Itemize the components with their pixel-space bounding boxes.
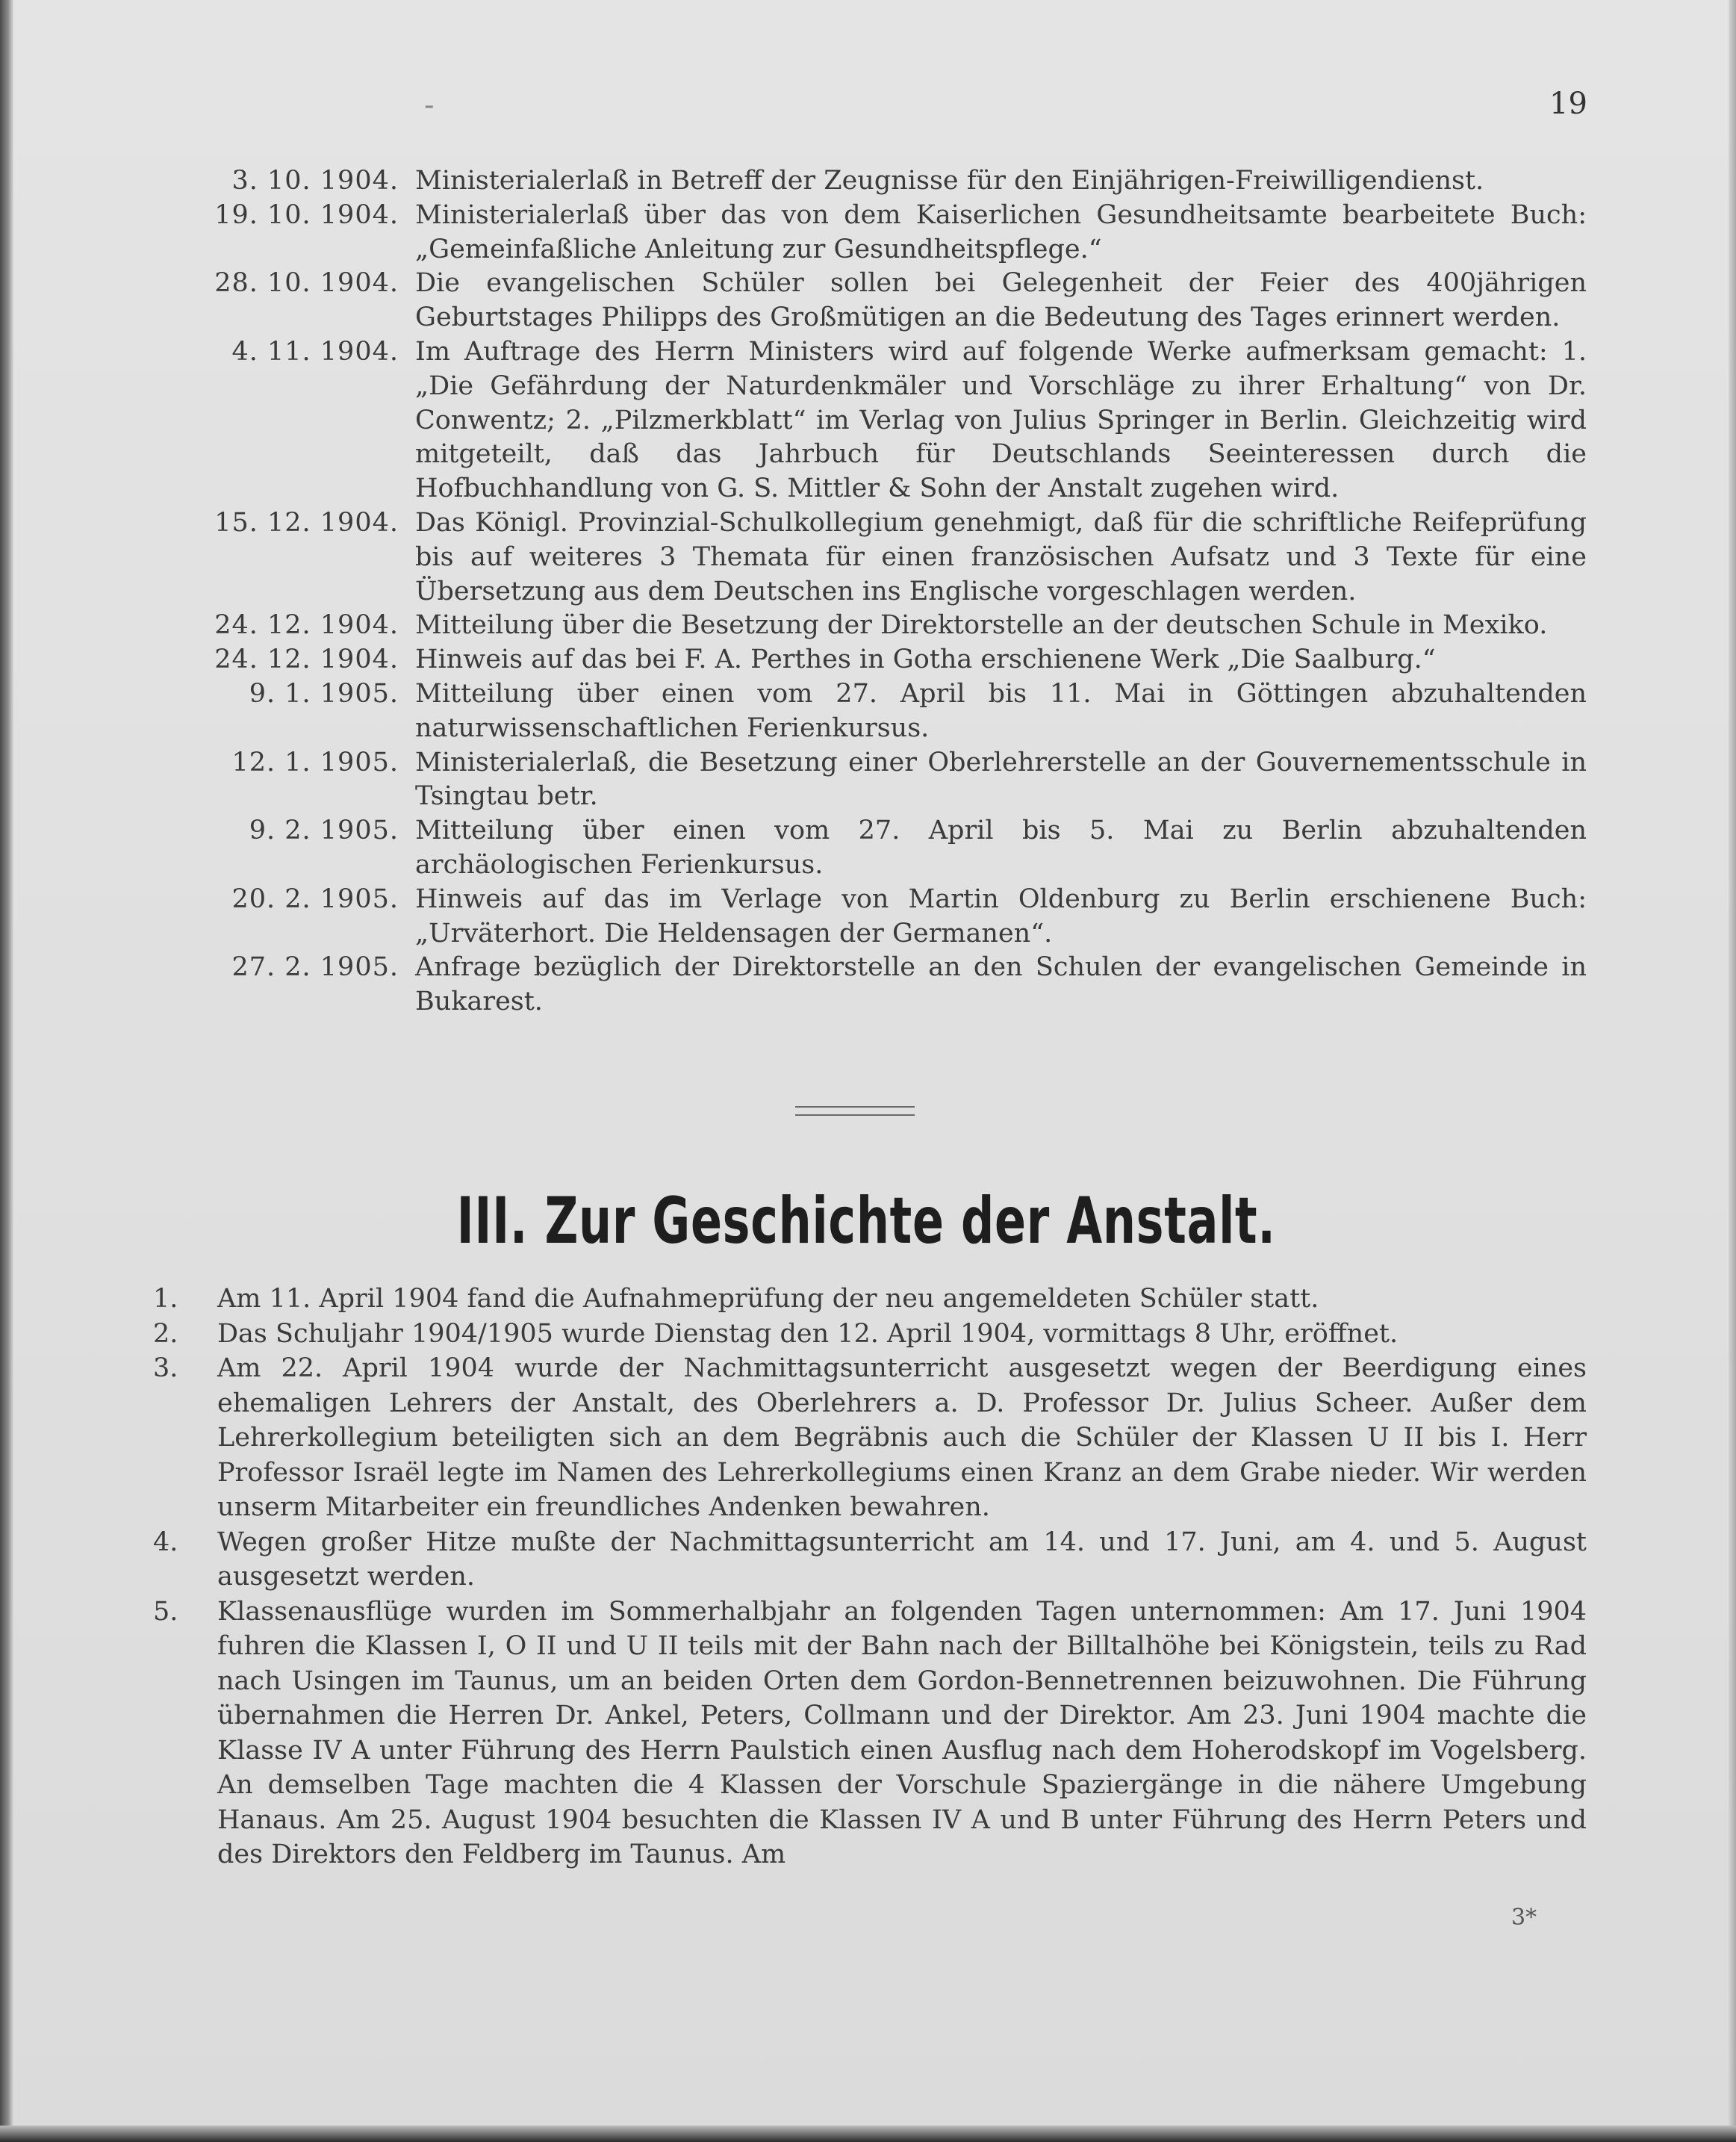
decree-text: Mitteilung über die Besetzung der Direktorstelle an der deutschen Schule in Mexiko. — [415, 610, 1548, 641]
decree-entry — [179, 199, 1587, 267]
scan-right-edge — [1729, 0, 1736, 2142]
decree-text: Ministerialerlaß in Betreff der Zeugnisse für den Einjährigen-Freiwilligendienst. — [415, 166, 1484, 196]
decree-date: 19. 10. 1904. — [214, 199, 399, 230]
scan-bottom-edge — [0, 2126, 1736, 2142]
decree-date: 3. 10. 1904. — [231, 166, 399, 196]
history-item — [153, 1525, 1587, 1595]
decree-text: Anfrage bezüglich der Direktorstelle an den Schulen der evangelischen Gemeinde in Bukarest. — [415, 952, 1587, 1017]
history-item — [153, 1282, 1587, 1317]
decree-text: Hinweis auf das im Verlage von Martin Oldenburg zu Berlin erschienene Buch: „Urväterhort. Die Heldensagen der Germanen“. — [415, 884, 1587, 949]
decree-date: 12. 1. 1905. — [231, 747, 399, 777]
decree-text: Das Königl. Provinzial-Schulkollegium genehmigt, daß für die schriftliche Reifeprüfung bis auf weiteres 3 Themata für einen französischen Aufsatz und 3 Texte für eine Übersetzung aus dem Deutschen ins Englische vorgeschlagen werden. — [415, 507, 1587, 606]
decree-entry — [179, 677, 1587, 746]
decree-entry — [179, 335, 1587, 506]
decree-date: 9. 1. 1905. — [249, 678, 399, 709]
decree-text: Im Auftrage des Herrn Ministers wird auf folgende Werke aufmerksam gemacht: 1. „Die Gefährdung der Naturdenkmäler und Vorschläge zu ihrer Erhaltung“ von Dr. Conwentz; 2. „Pilzmerkblatt“ im Verlag von Julius Springer in Berlin. Gleichzeitig wird mitgeteilt, daß das Jahrbuch für Deutschlands Seeinteressen durch die Hofbuchhandlung von G. S. Mittler & Sohn der Anstalt zugehen wird. — [415, 336, 1587, 504]
history-item-text: Das Schuljahr 1904/1905 wurde Dienstag den 12. April 1904, vormittags 8 Uhr, eröffnet. — [217, 1318, 1399, 1349]
decree-date: 4. 11. 1904. — [231, 336, 399, 367]
decree-date: 20. 2. 1905. — [231, 884, 399, 914]
section-divider — [795, 1106, 915, 1116]
decree-text: Ministerialerlaß, die Besetzung einer Oberlehrerstelle an der Gouvernementsschule in Tsingtau betr. — [415, 747, 1587, 812]
history-item-text: Am 22. April 1904 wurde der Nachmittagsunterricht ausgesetzt wegen der Beerdigung eines ehemaligen Lehrers der Anstalt, des Oberlehrers a. D. Professor Dr. Julius Scheer. Außer dem Lehrerkollegium beteiligten sich an dem Begräbnis auch die Schüler der Klassen U II bis I. Herr Professor Israël legte im Namen des Lehrerkollegiums einen Kranz an dem Grabe nieder. Wir werden unserm Mitarbeiter ein freundliches Andenken bewahren. — [217, 1353, 1587, 1522]
signature-mark: 3* — [1511, 1904, 1537, 1931]
section-title: III. Zur Geschichte der Anstalt. — [456, 1184, 1276, 1258]
decree-text: Mitteilung über einen vom 27. April bis 11. Mai in Göttingen abzuhaltenden naturwissenschaftlichen Ferienkursus. — [415, 678, 1587, 743]
history-item — [153, 1351, 1587, 1525]
decree-entry — [179, 506, 1587, 609]
decree-date: 27. 2. 1905. — [231, 952, 399, 983]
history-item-number: 4. — [153, 1527, 178, 1557]
decree-entry — [179, 609, 1587, 643]
decree-text: Ministerialerlaß über das von dem Kaiserlichen Gesundheitsamte bearbeitete Buch: „Gemeinfaßliche Anleitung zur Gesundheitspflege.“ — [415, 199, 1587, 264]
decree-entry — [179, 951, 1587, 1019]
history-item — [153, 1595, 1587, 1872]
decree-text: Die evangelischen Schüler sollen bei Gelegenheit der Feier des 400jährigen Geburtstages Philipps des Großmütigen an die Bedeutung des Tages erinnert werden. — [415, 268, 1587, 333]
decree-text: Mitteilung über einen vom 27. April bis 5. Mai zu Berlin abzuhaltenden archäologischen Ferienkursus. — [415, 816, 1587, 880]
decree-entry — [179, 883, 1587, 952]
decree-entry — [179, 267, 1587, 335]
history-item-text: Klassenausflüge wurden im Sommerhalbjahr an folgenden Tagen unternommen: Am 17. Juni 1904 fuhren die Klassen I, O II und U II teils mit der Bahn nach der Billtalhöhe bei Königstein, teils zu Rad nach Usingen im Taunus, um an beiden Orten dem Gordon-Bennetrennen beizuwohnen. Die Führung übernahmen die Herren Dr. Ankel, Peters, Collmann und der Direktor. Am 23. Juni 1904 machte die Klasse IV A unter Führung des Herrn Paulstich einen Ausflug nach dem Hoherodskopf im Vogelsberg. An demselben Tage machten die 4 Klassen der Vorschule Spaziergänge in die nähere Umgebung Hanaus. Am 25. August 1904 besuchten die Klassen IV A und B unter Führung des Herrn Peters und des Direktors den Feldberg im Taunus. Am — [217, 1596, 1587, 1869]
decree-entry — [179, 814, 1587, 883]
history-list — [153, 1282, 1587, 1872]
history-item-number: 2. — [153, 1318, 178, 1349]
decree-entry — [179, 643, 1587, 677]
decree-entry — [179, 164, 1587, 199]
decree-text: Hinweis auf das bei F. A. Perthes in Gotha erschienene Werk „Die Saalburg.“ — [415, 645, 1436, 675]
page-number: 19 — [1549, 87, 1587, 121]
history-item-text: Wegen großer Hitze mußte der Nachmittagsunterricht am 14. und 17. Juni, am 4. und 5. August ausgesetzt werden. — [217, 1527, 1587, 1592]
decree-entry — [179, 746, 1587, 815]
history-item-number: 3. — [153, 1353, 178, 1383]
decree-date: 28. 10. 1904. — [214, 268, 399, 299]
history-item — [153, 1317, 1587, 1352]
decree-list — [179, 164, 1587, 1019]
decree-date: 9. 2. 1905. — [249, 816, 399, 846]
history-item-text: Am 11. April 1904 fand die Aufnahmeprüfung der neu angemeldeten Schüler statt. — [217, 1284, 1319, 1314]
header-dash: - — [424, 88, 435, 122]
scan-left-edge — [0, 0, 13, 2142]
decree-date: 24. 12. 1904. — [214, 645, 399, 675]
history-item-number: 5. — [153, 1596, 178, 1627]
decree-date: 15. 12. 1904. — [214, 507, 399, 538]
decree-date: 24. 12. 1904. — [214, 610, 399, 641]
history-item-number: 1. — [153, 1284, 178, 1314]
